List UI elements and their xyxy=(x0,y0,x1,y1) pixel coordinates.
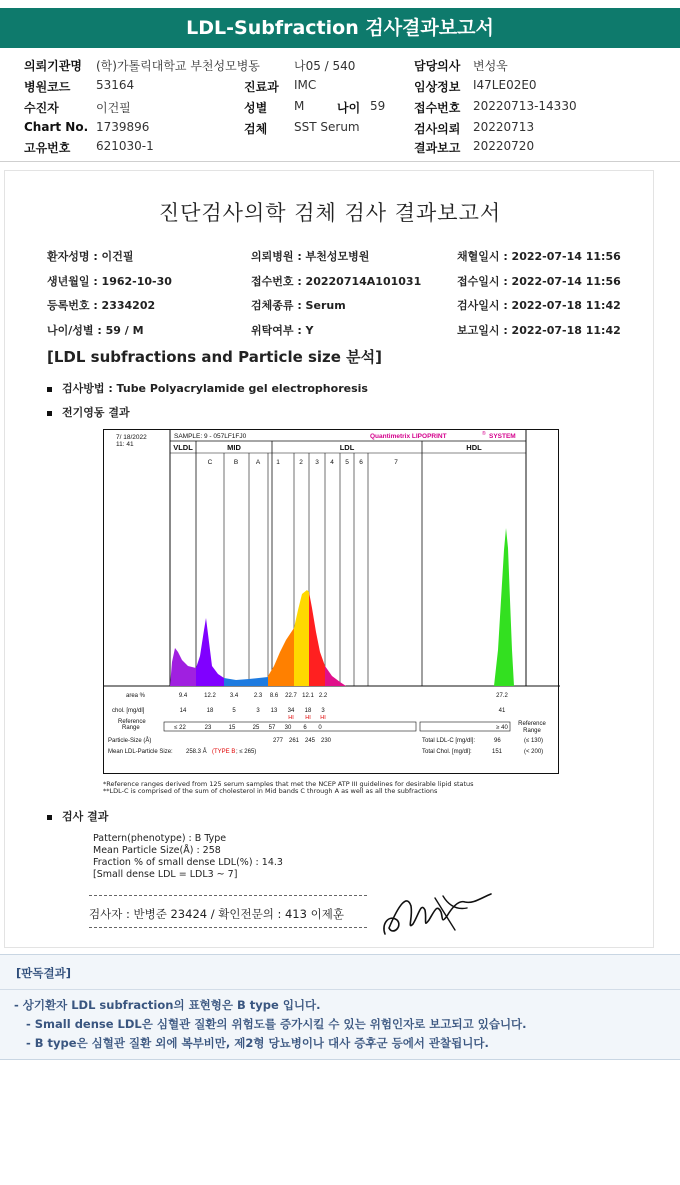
divider xyxy=(89,895,367,896)
birth-date: 생년월일 : 1962-10-30 xyxy=(47,275,172,288)
signature-text: 검사자 : 반병준 23424 / 확인전문의 : 413 이제훈 xyxy=(89,907,344,921)
bullet-icon xyxy=(47,411,52,416)
total-ldl-value: 96 xyxy=(494,738,501,744)
uid-value: 621030-1 xyxy=(96,139,154,153)
band-label-7: 7 xyxy=(394,459,398,466)
group-label-vldl: VLDL xyxy=(173,443,193,452)
group-label-mid: MID xyxy=(227,443,241,452)
result-line-mean-size: Mean Particle Size(Å) : 258 xyxy=(93,845,221,856)
divider xyxy=(89,927,367,928)
chart-no-value: 1739896 xyxy=(96,120,150,134)
total-chol-ref: (< 200) xyxy=(524,749,544,755)
mid-c-peak xyxy=(196,618,224,686)
report-datetime: 보고일시 : 2022-07-18 11:42 xyxy=(457,324,621,337)
specimen-label: 검체 xyxy=(244,122,268,136)
bullet-icon xyxy=(47,815,52,820)
total-chol-value: 151 xyxy=(492,749,503,755)
result-item: 검사 결과 xyxy=(47,808,108,824)
ref-range-value: 15 xyxy=(228,725,236,731)
ref-range-value: 23 xyxy=(204,725,212,731)
total-ldl-label: Total LDL-C [mg/dl]: xyxy=(422,738,476,744)
chol-value: 18 xyxy=(206,708,214,714)
receipt-number: 접수번호 : 20220714A101031 xyxy=(251,275,422,288)
chol-value: 18 xyxy=(304,708,312,714)
registered-mark: ® xyxy=(482,431,486,437)
hdl-peak xyxy=(494,528,514,686)
area-pct-value: 8.6 xyxy=(269,693,279,699)
interpretation-title: [판독결과] xyxy=(16,966,71,980)
mean-size-ref: ; ≤ 265) xyxy=(236,749,257,755)
test-datetime: 검사일시 : 2022-07-18 11:42 xyxy=(457,299,621,312)
interpretation-line-2: - Small dense LDL은 심혈관 질환의 위험도를 증가시킬 수 있는 위험인자로 보고되고 있습니다. xyxy=(26,1017,527,1031)
particle-size-value: 230 xyxy=(320,738,332,744)
band-label-2: 2 xyxy=(299,459,303,466)
result-line-pattern: Pattern(phenotype) : B Type xyxy=(93,833,227,844)
mean-size-type: (TYPE B xyxy=(212,749,236,755)
ref-label-right-1: Reference xyxy=(518,721,546,727)
chart-date: 7/ 18/2022 xyxy=(116,434,147,441)
hospital-label: 의뢰기관명 xyxy=(24,59,82,73)
group-label-hdl: HDL xyxy=(466,443,482,452)
code-value: 53164 xyxy=(96,78,135,92)
vldl-peak xyxy=(170,648,196,686)
band-label-6: 6 xyxy=(359,459,363,466)
chol-value: 3 xyxy=(321,708,325,714)
clinical-value: I47LE02E0 xyxy=(473,78,537,92)
dept-value: IMC xyxy=(294,78,317,92)
patient-name: 환자성명 : 이건필 xyxy=(47,250,134,263)
uid-label: 고유번호 xyxy=(24,141,71,155)
specimen-type: 검체종류 : Serum xyxy=(251,299,346,312)
method-item: 검사방법 : Tube Polyacrylamide gel electrophoresis xyxy=(47,380,368,396)
divider xyxy=(0,989,680,990)
area-pct-value: 12.2 xyxy=(204,693,216,699)
chol-value: 41 xyxy=(498,708,506,714)
area-pct-value: 27.2 xyxy=(496,693,508,699)
area-pct-value: 2.2 xyxy=(318,693,328,699)
ref-range-value: ≤ 22 xyxy=(174,725,186,731)
row-label-ref-1: Reference xyxy=(118,719,146,725)
ldl3-peak xyxy=(309,592,325,686)
area-pct-value: 9.4 xyxy=(178,693,188,699)
result-line-small-dense: Fraction % of small dense LDL(%) : 14.3 xyxy=(93,857,283,868)
requesting-hospital: 의뢰병원 : 부천성모병원 xyxy=(251,250,370,263)
hi-flag: HI xyxy=(288,715,294,721)
age-label: 나이 xyxy=(337,101,361,115)
row-label-mean-size: Mean LDL-Particle Size: xyxy=(108,749,173,755)
ref-label-right-2: Range xyxy=(523,728,541,734)
area-pct-value: 3.4 xyxy=(229,693,239,699)
ldl2-peak xyxy=(294,590,309,686)
dept-label: 진료과 xyxy=(244,80,279,94)
doctor-label: 담당의사 xyxy=(414,59,461,73)
total-ldl-ref: (≤ 130) xyxy=(524,738,543,744)
sample-id: SAMPLE: 9 - 057LF1FJ0 xyxy=(174,433,247,440)
chart-time: 11: 41 xyxy=(116,441,134,448)
ref-range-value: 57 xyxy=(268,725,276,731)
request-date-label: 검사의뢰 xyxy=(414,122,461,136)
chol-value: 34 xyxy=(287,708,295,714)
specimen-value: SST Serum xyxy=(294,120,360,134)
group-label-ldl: LDL xyxy=(339,443,355,452)
area-pct-value: 22.7 xyxy=(285,693,297,699)
ref-range-value: 6 xyxy=(303,725,307,731)
age-value: 59 xyxy=(370,99,386,113)
request-date-value: 20220713 xyxy=(473,120,535,134)
result-line-definition: [Small dense LDL = LDL3 ~ 7] xyxy=(93,869,238,880)
report-date-value: 20220720 xyxy=(473,139,535,153)
area-pct-value: 2.3 xyxy=(253,693,263,699)
receipt-value: 20220713-14330 xyxy=(473,99,577,113)
ldl-tail-peak xyxy=(325,666,346,686)
page-title: LDL-Subfraction 검사결과보고서 xyxy=(0,8,680,48)
row-label-particle-size: Particle-Size (Å) xyxy=(108,738,152,744)
interpretation-line-1: - 상기환자 LDL subfraction의 표현형은 B type 입니다. xyxy=(14,998,321,1012)
ref-range-value: 0 xyxy=(318,725,322,731)
particle-size-value: 277 xyxy=(272,738,284,744)
hi-flag: HI xyxy=(305,715,311,721)
ward-value: 나05 / 540 xyxy=(294,59,356,73)
band-label-3: 3 xyxy=(315,459,319,466)
chart-no-label: Chart No. xyxy=(24,120,89,134)
interpretation-line-3: - B type은 심혈관 질환 외에 복부비만, 제2형 당뇨병이나 대사 증후군 등에서 관찰됩니다. xyxy=(26,1036,489,1050)
age-sex: 나이/성별 : 59 / M xyxy=(47,324,144,337)
report-date-label: 결과보고 xyxy=(414,141,461,155)
doctor-value: 변성욱 xyxy=(473,59,508,73)
patient-value: 이건필 xyxy=(96,101,131,115)
mid-ab-peak xyxy=(224,677,268,686)
ref-range-value: 30 xyxy=(284,725,292,731)
ref-range-value: ≥ 40 xyxy=(496,725,508,731)
clinical-label: 임상정보 xyxy=(414,80,461,94)
report-title: 진단검사의학 검체 검사 결과보고서 xyxy=(158,201,502,225)
chol-value: 3 xyxy=(256,708,260,714)
sex-label: 성별 xyxy=(244,101,268,115)
chol-value: 13 xyxy=(270,708,278,714)
bullet-icon xyxy=(47,387,52,392)
brand-suffix: SYSTEM xyxy=(489,433,516,440)
receipt-datetime: 접수일시 : 2022-07-14 11:56 xyxy=(457,275,621,288)
band-label-c: C xyxy=(207,459,213,466)
lipoprint-chart-svg xyxy=(104,430,560,775)
header-info-panel xyxy=(0,50,680,162)
area-pct-value: 12.1 xyxy=(302,693,314,699)
sex-value: M xyxy=(294,99,305,113)
total-chol-label: Total Chol. [mg/dl]: xyxy=(422,749,472,755)
interpretation-panel xyxy=(0,954,680,1060)
receipt-label: 접수번호 xyxy=(414,101,461,115)
footnote-2: **LDL-C is comprised of the sum of cholesterol in Mid bands C through A as well as all the subfractions xyxy=(103,787,438,795)
footnote-1: *Reference ranges derived from 125 serum samples that met the NCEP ATP III guidelines for desirable lipid status xyxy=(103,780,474,788)
hi-flag: HI xyxy=(320,715,326,721)
band-label-5: 5 xyxy=(345,459,349,466)
section-heading: [LDL subfractions and Particle size 분석] xyxy=(47,348,383,366)
band-label-1: 1 xyxy=(276,459,280,466)
outsourced: 위탁여부 : Y xyxy=(251,324,314,337)
row-label-chol: chol. [mg/dl] xyxy=(112,708,145,714)
ref-range-value: 25 xyxy=(252,725,260,731)
patient-label: 수진자 xyxy=(24,101,59,115)
hospital-value: (학)가톨릭대학교 부천성모병동 xyxy=(96,59,260,73)
band-label-4: 4 xyxy=(330,459,334,466)
scanned-report xyxy=(4,170,654,948)
brand-name: Quantimetrix LIPOPRINT xyxy=(370,433,447,440)
chol-value: 5 xyxy=(232,708,236,714)
chol-value: 14 xyxy=(179,708,187,714)
row-label-ref-2: Range xyxy=(122,725,140,731)
collection-datetime: 채혈일시 : 2022-07-14 11:56 xyxy=(457,250,621,263)
electrophoresis-item: 전기영동 결과 xyxy=(47,404,130,420)
mean-size-value: 258.3 Å xyxy=(186,749,207,755)
row-label-area: area % xyxy=(126,693,146,699)
registration-number: 등록번호 : 2334202 xyxy=(47,299,156,312)
band-label-b: B xyxy=(233,459,239,466)
band-label-a: A xyxy=(255,459,261,466)
handwritten-signature xyxy=(377,884,497,944)
code-label: 병원코드 xyxy=(24,80,71,94)
particle-size-value: 245 xyxy=(304,738,316,744)
lipoprint-chart xyxy=(103,429,559,774)
particle-size-value: 261 xyxy=(288,738,300,744)
